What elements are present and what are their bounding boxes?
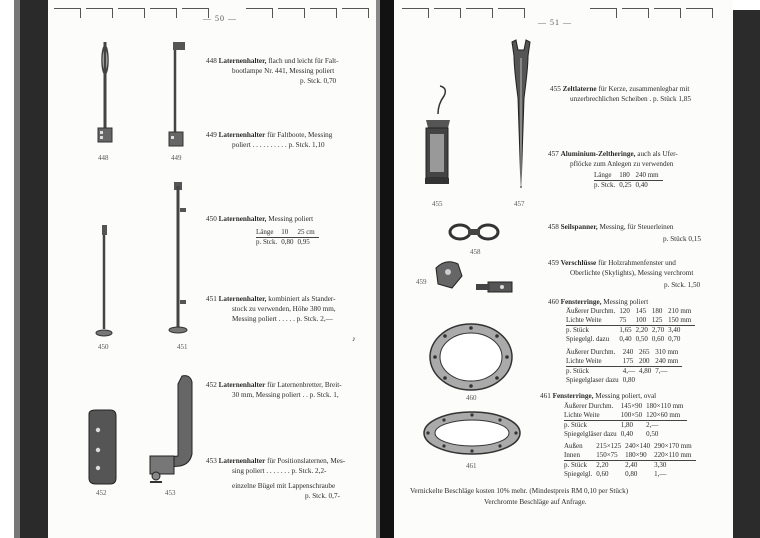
table-cell: 0,60 <box>596 470 609 478</box>
item-desc2-451: stock zu verwenden, Höhe 380 mm, <box>232 305 336 313</box>
spec-table-461b <box>564 442 696 479</box>
item-title-460: Fensterringe, <box>560 298 602 306</box>
item-457 <box>548 149 678 159</box>
table-cell: p. Stück <box>566 367 589 375</box>
item-453 <box>206 456 345 466</box>
fig-label-451: 451 <box>177 343 188 351</box>
item-desc2-449: poliert . . . . . . . . . . p. Stck. 1,10 <box>232 141 325 149</box>
table-cell: 2,20 <box>635 326 648 334</box>
item-title-449: Laternenhalter <box>218 131 266 139</box>
table-cell: 2,40 <box>625 461 638 469</box>
table-cell: p. Stück <box>564 461 587 469</box>
item-title-452: Laternenhalter <box>218 381 266 389</box>
table-cell: Spiegelgläser dazu <box>564 430 617 438</box>
page-number-right: — 51 — <box>538 18 572 27</box>
item-desc-459: für Holzrahmenfenster und <box>598 259 676 267</box>
item-num-452: 452 <box>206 381 217 389</box>
fig-label-450: 450 <box>98 343 109 351</box>
table-cell: 0,80 <box>622 376 635 384</box>
fig-label-457: 457 <box>514 200 525 208</box>
scan-edge-left <box>20 0 48 538</box>
table-cell: 310 mm <box>655 348 679 356</box>
table-cell: 150×75 <box>596 451 625 461</box>
table-cell: 220×110 mm <box>654 451 696 461</box>
table-cell: Spiegelgl. <box>564 470 593 478</box>
item-title-461: Fensterringe, <box>552 392 594 400</box>
item-desc2-457: pflöcke zum Anlegen zu verwenden <box>570 160 674 168</box>
spec-table-450 <box>256 228 319 247</box>
table-cell: Äußerer Durchm. <box>566 348 616 356</box>
table-cell: 150 mm <box>668 316 695 326</box>
item-num-461: 461 <box>540 392 551 400</box>
item-num-453: 453 <box>206 457 217 465</box>
spec-table-457 <box>594 171 663 190</box>
table-cell: 1,65 <box>619 326 632 334</box>
table-cell: 3,30 <box>654 461 667 469</box>
table-cell: 0,50 <box>646 430 659 438</box>
item-title-448: Laternenhalter, <box>218 57 267 65</box>
item-desc-457: auch als Ufer- <box>637 150 678 158</box>
table-cell: 0,25 <box>619 181 632 189</box>
item-desc3-453: einzelne Bügel mit Lappenschraube <box>232 482 336 490</box>
table-cell: 125 <box>652 316 668 326</box>
table-header: 25 cm <box>297 228 318 238</box>
table-cell: 0,40 <box>619 335 632 343</box>
table-cell: 145×90 <box>620 402 643 410</box>
item-460 <box>548 297 648 307</box>
item-num-459: 459 <box>548 259 559 267</box>
item-455 <box>550 84 689 94</box>
item-desc-451: kombiniert als Stander- <box>268 295 336 303</box>
table-cell: 180×90 <box>625 451 654 461</box>
item-desc-453: für Positionslaternen, Mes- <box>267 457 346 465</box>
item-desc3-451: Messing poliert . . . . . p. Stck. 2,— <box>232 315 333 323</box>
item-title-458: Seilspanner, <box>560 223 598 231</box>
fig-label-453: 453 <box>165 489 176 497</box>
illustration-460 <box>428 322 514 392</box>
table-cell: Spiegelgl. dazu <box>566 335 610 343</box>
fig-label-455: 455 <box>432 200 443 208</box>
table-header: Länge <box>594 171 619 181</box>
item-title-453: Laternenhalter <box>218 457 266 465</box>
item-price-453: p. Stck. 0,7- <box>305 492 340 500</box>
scan-edge-right <box>733 10 760 538</box>
item-desc2-453: sing poliert . . . . . . . p. Stck. 2,2- <box>232 467 327 475</box>
item-title-457: Aluminium-Zeltheringe, <box>560 150 636 158</box>
table-cell: Lichte Weite <box>564 411 621 421</box>
item-num-449: 449 <box>206 131 217 139</box>
table-cell: 0,40 <box>620 430 633 438</box>
item-450 <box>206 214 313 224</box>
spec-table-460a <box>566 307 695 344</box>
item-num-460: 460 <box>548 298 559 306</box>
item-num-448: 448 <box>206 57 217 65</box>
item-title-455: Zeltlaterne <box>562 85 597 93</box>
table-cell: p. Stück <box>564 421 587 429</box>
table-cell: 2,20 <box>596 461 609 469</box>
illustration-451 <box>168 180 198 340</box>
table-cell: 200 <box>639 357 655 367</box>
item-461 <box>540 391 656 401</box>
table-cell: 0,40 <box>635 181 648 189</box>
table-cell: Äußerer Durchm. <box>566 307 616 315</box>
table-cell: 4,— <box>622 367 635 375</box>
table-cell: 210 mm <box>668 307 692 315</box>
table-cell: Innen <box>564 451 596 461</box>
item-desc-455: für Kerze, zusammenlegbar mit <box>598 85 690 93</box>
footer-note: Vernickelte Beschläge kosten 10% mehr. (Mindestpreis RM 0,10 per Stück) <box>410 487 629 495</box>
table-header: Länge <box>256 228 281 238</box>
table-cell: Lichte Weite <box>566 316 619 326</box>
table-cell: 265 <box>638 348 650 356</box>
item-title-459: Verschlüsse <box>560 259 597 267</box>
table-cell: 240×140 <box>625 442 651 450</box>
table-cell: 145 <box>635 307 647 315</box>
illustration-457 <box>506 38 536 202</box>
table-cell: 290×170 mm <box>654 442 692 450</box>
table-cell: 175 <box>623 357 639 367</box>
margin-mark: ♪ <box>352 335 356 343</box>
table-cell: 75 <box>619 316 635 326</box>
illustration-448 <box>95 40 121 150</box>
illustration-453 <box>146 372 202 488</box>
item-449 <box>206 130 332 140</box>
fig-label-448: 448 <box>98 154 109 162</box>
illustration-459 <box>432 258 516 298</box>
table-header: 180 <box>619 171 635 181</box>
table-cell: 2,70 <box>651 326 665 334</box>
item-price-459: p. Stck. 1,50 <box>664 281 701 289</box>
item-num-457: 457 <box>548 150 559 158</box>
item-num-451: 451 <box>206 295 217 303</box>
table-cell: 0,70 <box>668 335 681 343</box>
item-num-458: 458 <box>548 223 559 231</box>
table-cell: 1,— <box>654 470 667 478</box>
fig-label-452: 452 <box>96 489 107 497</box>
item-458 <box>548 222 674 232</box>
illustration-450 <box>92 225 118 345</box>
table-cell: 215×125 <box>596 442 622 450</box>
item-desc-458: Messing, für Steuerleinen <box>599 223 674 231</box>
item-title-451: Laternenhalter, <box>218 295 267 303</box>
item-price-448: p. Stck. 0,70 <box>300 77 337 85</box>
fig-label-460: 460 <box>466 394 477 402</box>
right-page-ruler <box>394 8 733 18</box>
item-desc2-455: unzerbrechlichen Scheiben . p. Stück 1,85 <box>570 95 691 103</box>
item-448 <box>206 56 339 66</box>
fig-label-449: 449 <box>171 154 182 162</box>
gutter <box>380 0 394 538</box>
table-cell: 180×110 mm <box>646 402 684 410</box>
item-desc-461: Messing poliert, oval <box>595 392 657 400</box>
spec-table-461a <box>564 402 687 439</box>
item-desc-460: Messing poliert <box>603 298 649 306</box>
illustration-458 <box>448 220 504 244</box>
illustration-452 <box>86 408 120 488</box>
fig-label-461: 461 <box>466 462 477 470</box>
fig-label-459: 459 <box>416 278 427 286</box>
item-459 <box>548 258 676 268</box>
illustration-449 <box>163 40 193 152</box>
table-cell: 4,80 <box>638 367 652 375</box>
table-cell: 0,95 <box>297 238 310 246</box>
table-cell: Spiegelglaser dazu <box>566 376 619 384</box>
item-num-455: 455 <box>550 85 561 93</box>
illustration-461 <box>422 410 522 456</box>
table-cell: Äußerer Durchm. <box>564 402 614 410</box>
item-price-458: p. Stück 0,15 <box>663 235 701 243</box>
item-desc-452: für Laternenbretter, Breit- <box>267 381 342 389</box>
table-header: 240 mm <box>635 171 662 181</box>
page-number-left: — 50 — <box>203 14 237 23</box>
table-cell: 120×60 mm <box>646 411 687 421</box>
fig-label-458: 458 <box>470 248 481 256</box>
table-cell: 0,50 <box>635 335 648 343</box>
table-cell: 180 <box>651 307 663 315</box>
table-cell: 3,40 <box>668 326 681 334</box>
footer-note-chrome: Verchromte Beschläge auf Anfrage. <box>484 498 587 506</box>
illustration-455 <box>420 84 454 194</box>
table-cell <box>655 376 682 385</box>
item-desc2-448: bootlampe Nr. 441, Messing poliert <box>232 67 335 75</box>
table-cell: p. Stck. <box>256 238 278 246</box>
table-header: 10 <box>281 228 297 238</box>
table-cell <box>639 376 655 385</box>
table-cell: 120 <box>619 307 630 315</box>
table-cell: p. Stck. <box>594 181 616 189</box>
table-cell: 240 mm <box>655 357 682 367</box>
item-desc2-452: 30 mm, Messing poliert . . p. Stck. 1, <box>232 391 339 399</box>
spec-table-460b <box>566 348 682 385</box>
table-cell: 240 <box>622 348 634 356</box>
item-desc-448: flach und leicht für Falt- <box>268 57 339 65</box>
table-cell: 100 <box>636 316 652 326</box>
item-num-450: 450 <box>206 215 217 223</box>
item-desc-450: Messing poliert <box>268 215 314 223</box>
table-cell: 0,60 <box>651 335 665 343</box>
table-cell: Lichte Weite <box>566 357 623 367</box>
table-cell: Außen <box>564 442 583 450</box>
table-cell: 0,80 <box>625 470 638 478</box>
table-cell: 1,80 <box>620 421 633 429</box>
item-451 <box>206 294 336 304</box>
table-cell: p. Stück <box>566 326 589 334</box>
table-cell: 100×50 <box>621 411 646 421</box>
item-desc2-459: Oberlichte (Skylights), Messing verchromt <box>570 269 694 277</box>
table-cell: 7,— <box>655 367 668 375</box>
item-desc-449: für Faltboote, Messing <box>267 131 333 139</box>
table-cell: 2,— <box>646 421 659 429</box>
table-cell: 0,80 <box>281 238 294 246</box>
item-title-450: Laternenhalter, <box>218 215 267 223</box>
item-452 <box>206 380 342 390</box>
